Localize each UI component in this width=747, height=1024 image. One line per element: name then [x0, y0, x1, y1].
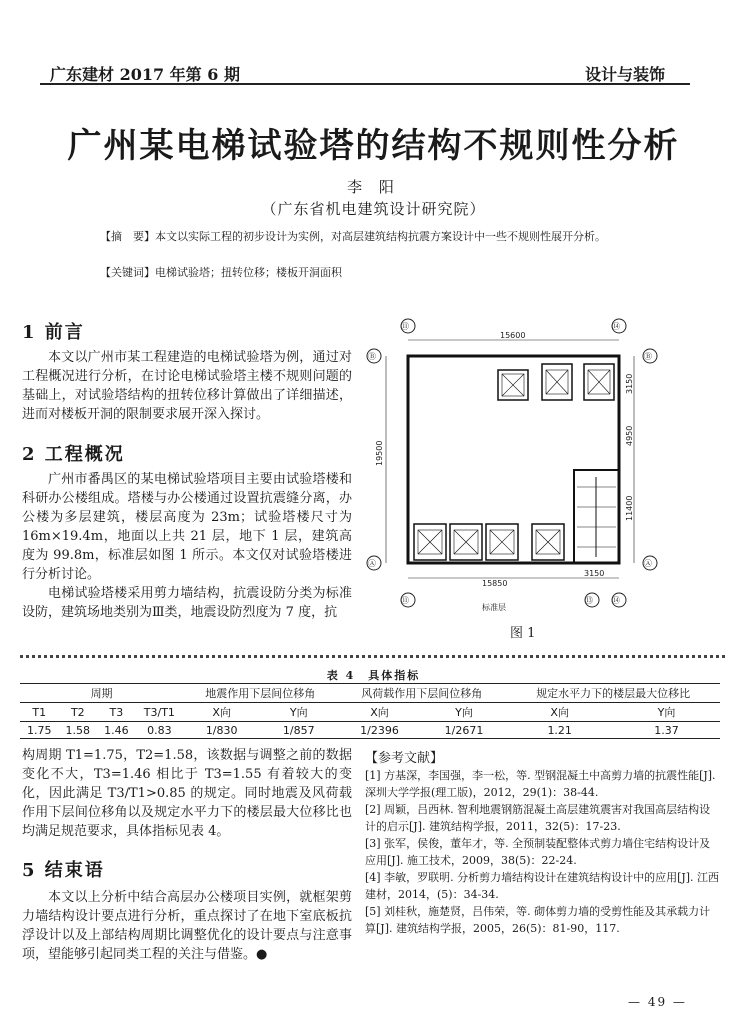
table-group-header: 周期	[20, 684, 183, 703]
table-header-row	[20, 684, 720, 703]
reference-item: [2] 周颖，吕西林. 智利地震钢筋混凝土高层建筑震害对我国高层结构设计的启示[J]. 建筑结构学报，2011，32(5)：17-23.	[365, 803, 711, 833]
table-row	[20, 722, 720, 739]
keywords	[100, 264, 660, 280]
table-cell: 1/857	[260, 722, 337, 739]
table-subheader: T1	[20, 703, 59, 722]
table-subheader: X向	[337, 703, 422, 722]
table-cell: 1/830	[183, 722, 260, 739]
figure-caption: 图 1	[510, 626, 536, 641]
section-2-body	[22, 470, 352, 622]
axis-label: Ⓐ	[644, 559, 652, 568]
table-cell: 0.83	[136, 722, 184, 739]
table-cell: 1/2396	[337, 722, 422, 739]
section-2-heading: 2 工程概况	[22, 444, 125, 465]
continued-paragraph: 构周期 T1=1.75，T2=1.58，该数据与调整之前的数据变化不大，T3=1.46 相比于 T3=1.55 有着较大的变化，因此满足 T3/T1>0.85 的规定。同时地震及风荷载作用下层间位移角以及规定水平力下的楼层最大位移比也均满足规范要求，具体指标见表 4。	[22, 748, 352, 839]
table-subheader-row	[20, 703, 720, 722]
header-rule	[40, 83, 690, 85]
table-subheader: T3/T1	[136, 703, 184, 722]
page-number: — 49 —	[628, 995, 687, 1009]
table-subheader: X向	[183, 703, 260, 722]
floor-plan-figure	[362, 312, 662, 612]
axis-label: Ⓐ	[368, 559, 376, 568]
section-5-paragraph: 本文以上分析中结合高层办公楼项目实例，就框架剪力墙结构设计要点进行分析，重点探讨了在地下室底板抗浮设计以及上部结构周期比调整优化的设计要点与注意事项，望能够引起同类工程的关注与借鉴。●	[22, 890, 352, 962]
section-2-paragraph-1: 广州市番禺区的某电梯试验塔项目主要由试验塔楼和科研办公楼组成。塔楼与办公楼通过设置抗震缝分离，办公楼为多层建筑，楼层高度为 23m；试验塔楼尺寸为 16m×19.4m，地面以上共 21 层，地下 1 层，建筑高度为 99.8m，标准层如图 1 所示。本文仅对试验塔楼进行分析讨论。	[22, 472, 352, 582]
continued-body	[22, 746, 352, 841]
section-1-heading: 1 前言	[22, 322, 85, 343]
dimension-bottom-main: 15850	[482, 579, 508, 588]
table-cell: 1.21	[506, 722, 613, 739]
axis-label: ⑬	[585, 596, 593, 605]
table-cell: 1.58	[59, 722, 98, 739]
table-cell: 1.46	[97, 722, 136, 739]
table-subheader: Y向	[422, 703, 507, 722]
axis-label: ⑪	[401, 596, 409, 605]
dimension-top: 15600	[500, 331, 526, 340]
reference-item: [5] 刘桂秋，施楚贤，吕伟荣，等. 砌体剪力墙的受剪性能及其承载力计算[J]. 建筑结构学报，2005，26(5)：81-90，117.	[365, 905, 711, 935]
keywords-label: 【关键词】	[100, 266, 155, 279]
article-author: 李 阳	[347, 178, 400, 196]
reference-item: [3] 张军，侯俊，董年才，等. 全预制装配整体式剪力墙住宅结构设计及应用[J]. 施工技术，2009，38(5)：22-24.	[365, 837, 711, 867]
journal-name: 广东建材 2017 年第 6 期	[50, 65, 240, 84]
table-subheader: T2	[59, 703, 98, 722]
article-title: 广州某电梯试验塔的结构不规则性分析	[67, 126, 680, 166]
axis-label: ⑭	[612, 596, 620, 605]
table-subheader: X向	[506, 703, 613, 722]
reference-item: [4] 李敏，罗联明. 分析剪力墙结构设计在建筑结构设计中的应用[J]. 江西建材，2014，(5)：34-34.	[365, 871, 720, 901]
references-heading: 【参考文献】	[365, 751, 444, 766]
keywords-text: 电梯试验塔；扭转位移；楼板开洞面积	[155, 266, 342, 279]
table-group-header: 地震作用下层间位移角	[183, 684, 337, 703]
table-cell: 1.75	[20, 722, 59, 739]
dimension-right-3: 11400	[625, 495, 634, 521]
article-affiliation: （广东省机电建筑设计研究院）	[261, 200, 486, 218]
section-5-body	[22, 888, 352, 964]
reference-item: [1] 方基深，李国强，李一松，等. 型钢混凝土中高剪力墙的抗震性能[J]. 深圳大学学报(理工版)，2012，29(1)：38-44.	[365, 769, 716, 799]
dimension-bottom-small: 3150	[584, 569, 605, 578]
table-title: 表 4 具体指标	[326, 669, 421, 682]
table-subheader: Y向	[260, 703, 337, 722]
axis-label: Ⓑ	[368, 352, 376, 361]
table-group-header: 风荷载作用下层间位移角	[337, 684, 506, 703]
dimension-right-2: 4950	[625, 425, 634, 446]
section-5-heading: 5 结束语	[22, 860, 105, 881]
section-1-paragraph: 本文以广州市某工程建造的电梯试验塔为例，通过对工程概况进行分析，在讨论电梯试验塔主楼不规则问题的基础上，对试验塔结构的扭转位移计算做出了详细描述，进而对楼板开洞的限制要求展开深入探讨。	[22, 350, 352, 422]
table-subheader: T3	[97, 703, 136, 722]
abstract-text: 本文以实际工程的初步设计为实例，对高层建筑结构抗震方案设计中一些不规则性展开分析。	[155, 230, 606, 243]
dotted-separator	[20, 655, 725, 662]
table-cell: 1.37	[613, 722, 720, 739]
axis-label: ⑭	[612, 322, 620, 331]
axis-label: ⑪	[401, 322, 409, 331]
table-subheader: Y向	[613, 703, 720, 722]
dimension-left: 19500	[375, 440, 384, 466]
axis-label: Ⓑ	[644, 352, 652, 361]
table-group-header: 规定水平力下的楼层最大位移比	[506, 684, 720, 703]
table-cell: 1/2671	[422, 722, 507, 739]
section-1-body	[22, 348, 352, 424]
abstract	[100, 228, 660, 245]
spec-table	[20, 683, 720, 739]
section-name: 设计与装饰	[585, 65, 666, 84]
abstract-label: 【摘 要】	[100, 230, 155, 243]
section-2-paragraph-2: 电梯试验塔楼采用剪力墙结构，抗震设防分类为标准设防，建筑场地类别为Ⅲ类，地震设防烈度为 7 度，抗	[22, 586, 352, 620]
figure-note: 标准层	[482, 603, 506, 612]
dimension-right-1: 3150	[625, 373, 634, 394]
